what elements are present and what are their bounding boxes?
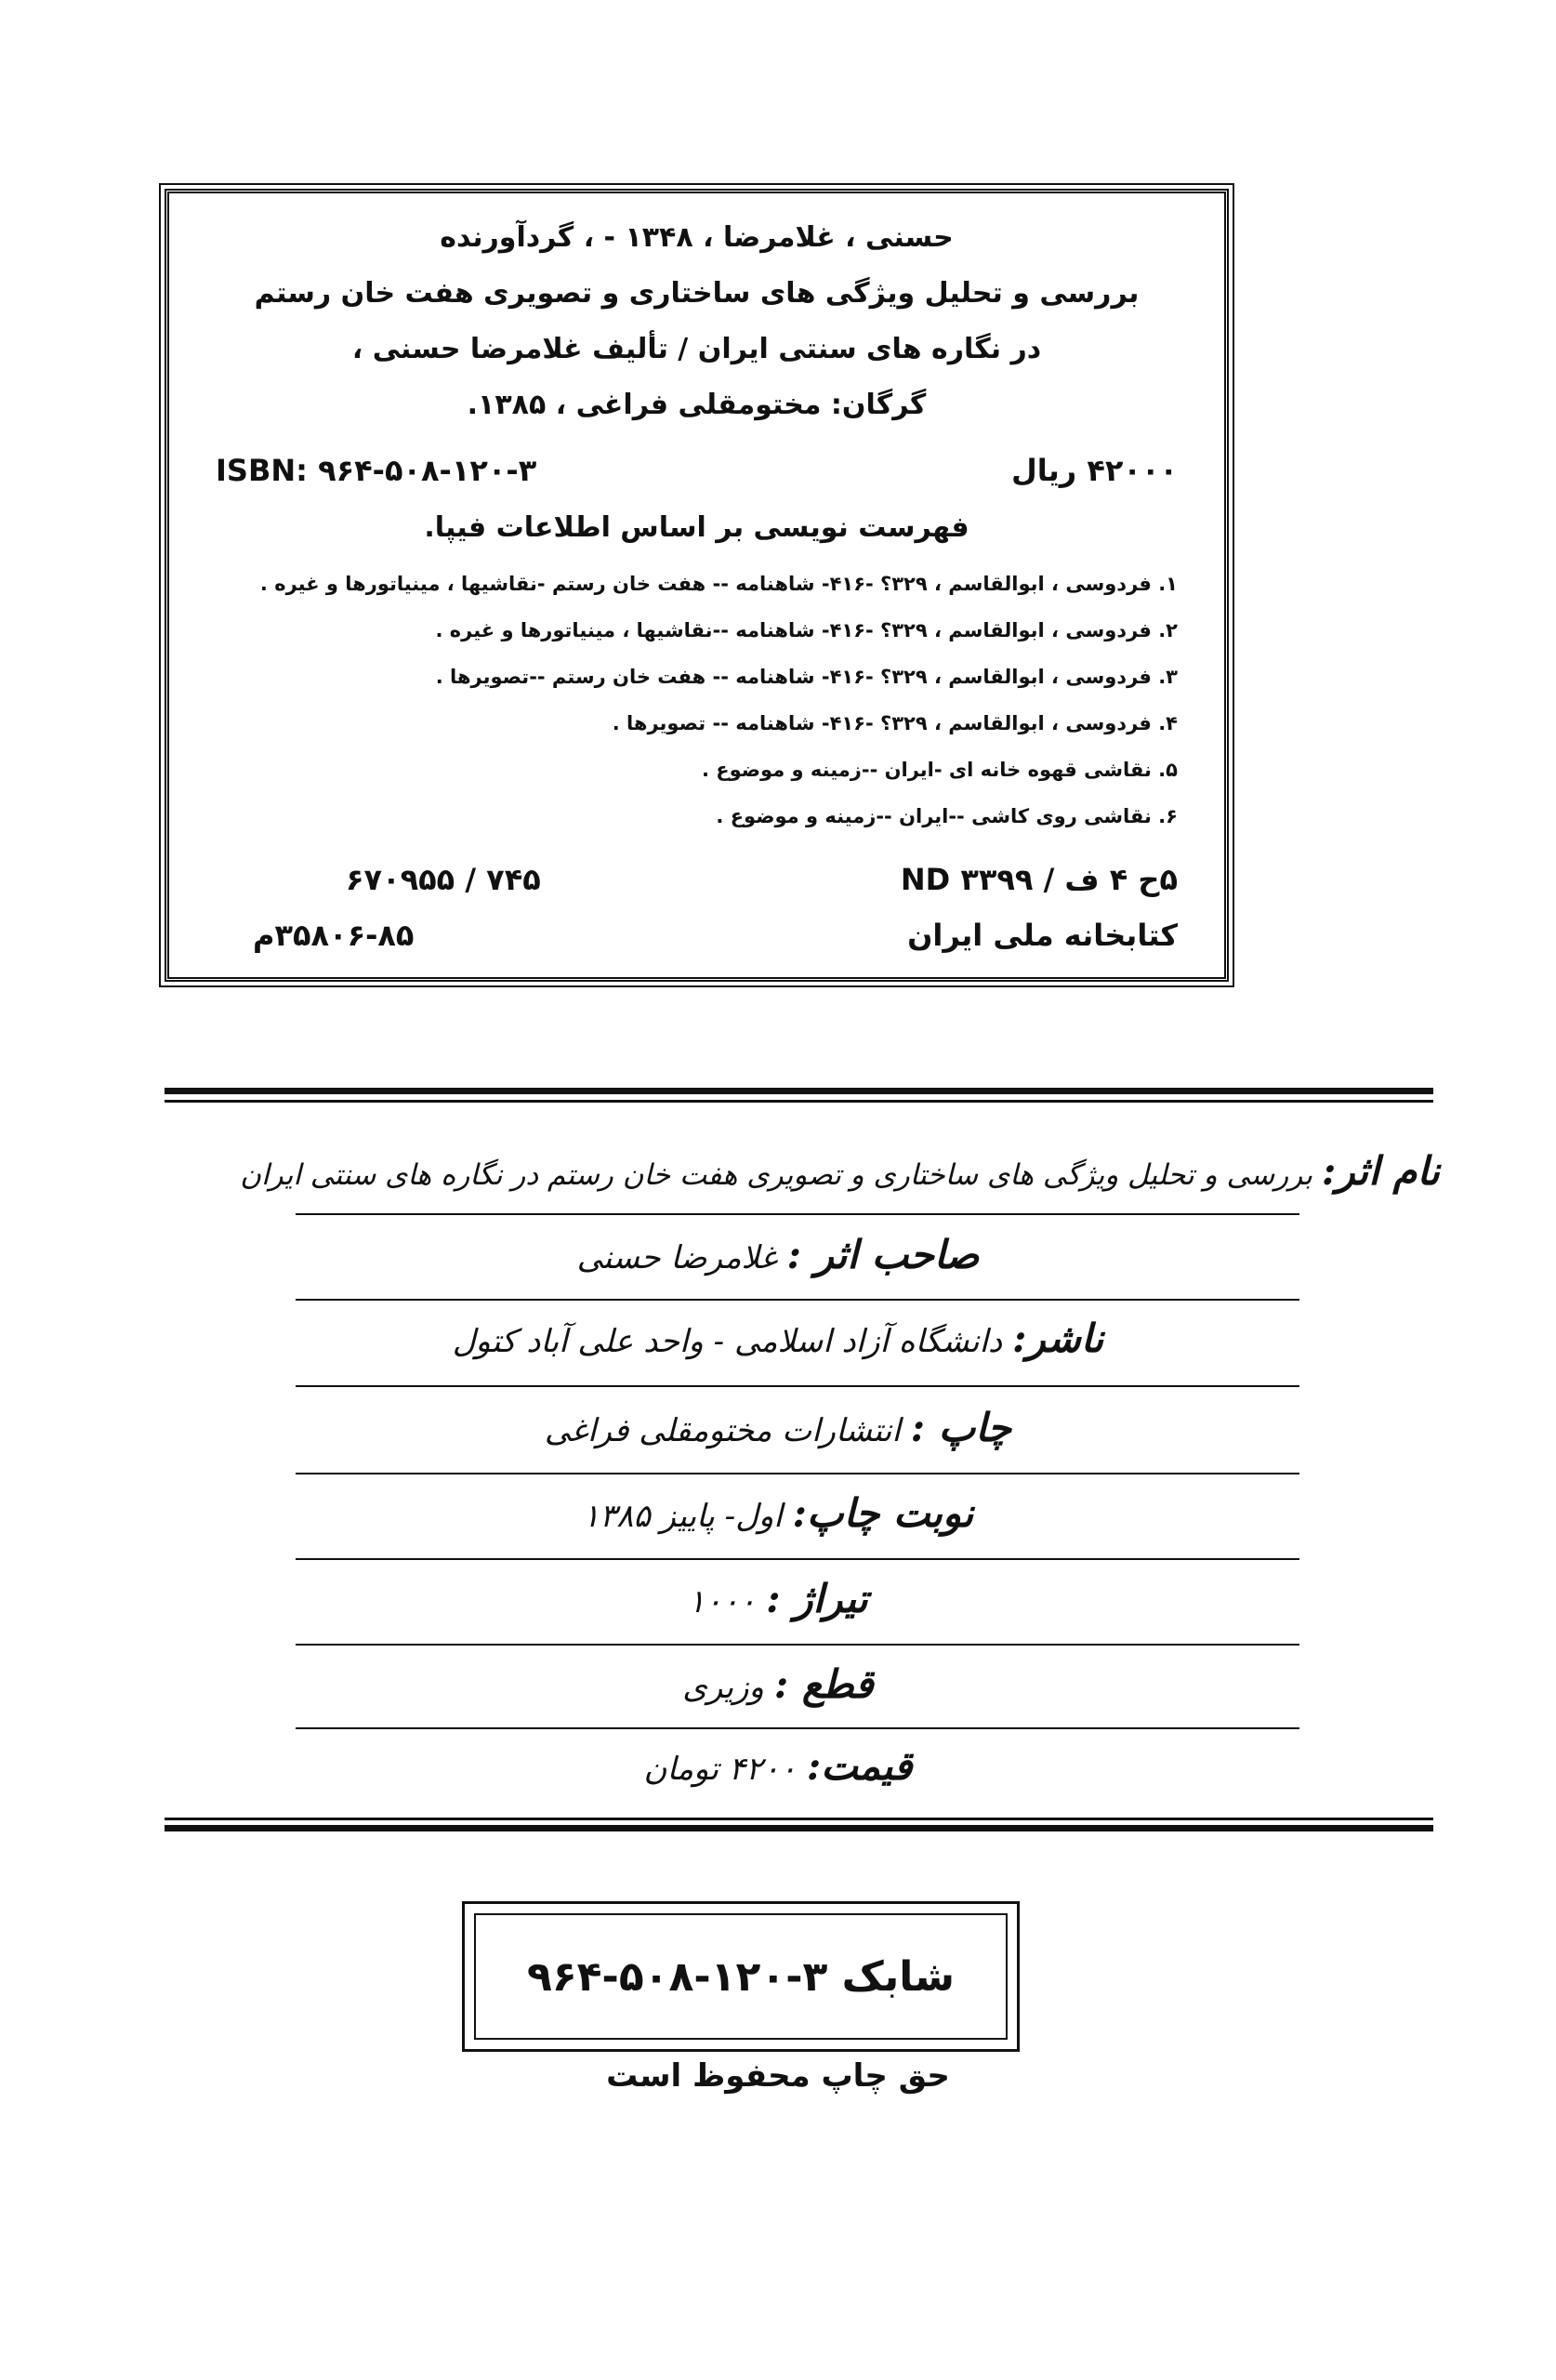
top-thick-rule [165, 1088, 1433, 1094]
bottom-thin-rule [165, 1818, 1433, 1820]
circulation-value: ۱۰۰۰ [688, 1583, 757, 1620]
cip-subject-4: ۴. فردوسی ، ابوالقاسم ، ۳۲۹؟ -۴۱۶- شاهنامه -- تصویرها . [612, 712, 1178, 734]
cip-isbn-price-row [216, 452, 1178, 489]
cip-dewey-number: ۷۴۵ / ۶۷۰۹۵۵ [346, 862, 541, 897]
imprint-author-row [37, 1229, 1519, 1284]
cip-catalog-box [165, 189, 1229, 982]
cip-subject-5: ۵. نقاشی قهوه خانه ای -ایران --زمینه و موضوع . [701, 759, 1178, 781]
divider-3 [296, 1385, 1299, 1387]
divider-2 [296, 1299, 1299, 1301]
cip-price: ۴۲۰۰۰ ریال [1010, 453, 1178, 488]
divider-7 [296, 1727, 1299, 1729]
isbn-box [462, 1901, 1020, 2052]
edition-label: نوبت چاپ: [792, 1490, 974, 1536]
format-label: قطع : [773, 1661, 874, 1707]
imprint-circulation-row [37, 1573, 1519, 1628]
price-label: قیمت: [806, 1743, 913, 1789]
cip-title-continued-line: در نگاره های سنتی ایران / تألیف غلامرضا حسنی ، [351, 333, 1042, 365]
imprint-edition-row [37, 1488, 1519, 1542]
author-label: صاحب اثر : [786, 1232, 980, 1277]
cip-title-line: بررسی و تحلیل ویژگی های ساختاری و تصویری هفت خان رستم [254, 277, 1140, 310]
isbn-text: شابک ۳-۱۲۰-۵۰۸-۹۶۴ [474, 1913, 1008, 2040]
cip-subject-1: ۱. فردوسی ، ابوالقاسم ، ۳۲۹؟ -۴۱۶- شاهنامه -- هفت خان رستم -نقاشیها ، مینیاتورها و غیره . [259, 573, 1178, 595]
cip-lc-number: ۵ح ۴ ف / ND ۳۳۹۹ [900, 862, 1178, 897]
cip-author-line: حسنی ، غلامرضا ، ۱۳۴۸ - ، گردآورنده [440, 221, 954, 254]
copyright-notice: حق چاپ محفوظ است [606, 2057, 950, 2095]
top-thin-rule [165, 1100, 1433, 1103]
cip-classification-row [216, 861, 1178, 898]
imprint-format-row [37, 1659, 1519, 1713]
author-value: غلامرضا حسنی [576, 1239, 777, 1276]
format-value: وزیری [682, 1669, 764, 1706]
price-value: ۴۲۰۰ تومان [643, 1751, 797, 1788]
cip-record-number: ۳۵۸۰۶-۸۵م [253, 918, 415, 953]
bottom-thick-rule [165, 1825, 1433, 1831]
edition-value: اول- پاییز ۱۳۸۵ [582, 1498, 783, 1535]
cip-subject-3: ۳. فردوسی ، ابوالقاسم ، ۳۲۹؟ -۴۱۶- شاهنامه -- هفت خان رستم --تصویرها . [435, 666, 1178, 688]
divider-4 [296, 1473, 1299, 1474]
title-value: بررسی و تحلیل ویژگی های ساختاری و تصویری هفت خان رستم در نگاره های سنتی ایران [240, 1158, 1312, 1192]
cip-subject-2: ۲. فردوسی ، ابوالقاسم ، ۳۲۹؟ -۴۱۶- شاهنامه --نقاشیها ، مینیاتورها و غیره . [435, 619, 1178, 641]
cip-subject-6: ۶. نقاشی روی کاشی --ایران --زمینه و موضوع . [716, 805, 1178, 827]
imprint-title-row [46, 1145, 1440, 1201]
print-label: چاپ : [910, 1405, 1012, 1450]
cip-library-row [216, 917, 1178, 954]
divider-5 [296, 1558, 1299, 1560]
imprint-publisher-row [37, 1313, 1519, 1368]
circulation-label: تیراژ : [766, 1576, 868, 1621]
title-label: نام اثر: [1321, 1148, 1440, 1194]
cip-library-name: کتابخانه ملی ایران [907, 918, 1178, 953]
imprint-print-row [37, 1402, 1519, 1457]
publisher-value: دانشگاه آزاد اسلامی - واحد علی آباد کتول [452, 1323, 1003, 1360]
divider-6 [296, 1644, 1299, 1646]
print-value: انتشارات مختومقلی فراغی [544, 1412, 901, 1449]
publisher-label: ناشر: [1011, 1316, 1104, 1361]
cip-fipa-note: فهرست نویسی بر اساس اطلاعات فیپا. [424, 511, 969, 544]
cip-publication-line: گرگان: مختومقلی فراغی ، ۱۳۸۵. [467, 389, 927, 421]
imprint-price-row [37, 1740, 1519, 1795]
cip-isbn: ISBN: ۹۶۴-۵۰۸-۱۲۰-۳ [216, 453, 537, 488]
divider-1 [296, 1213, 1299, 1215]
